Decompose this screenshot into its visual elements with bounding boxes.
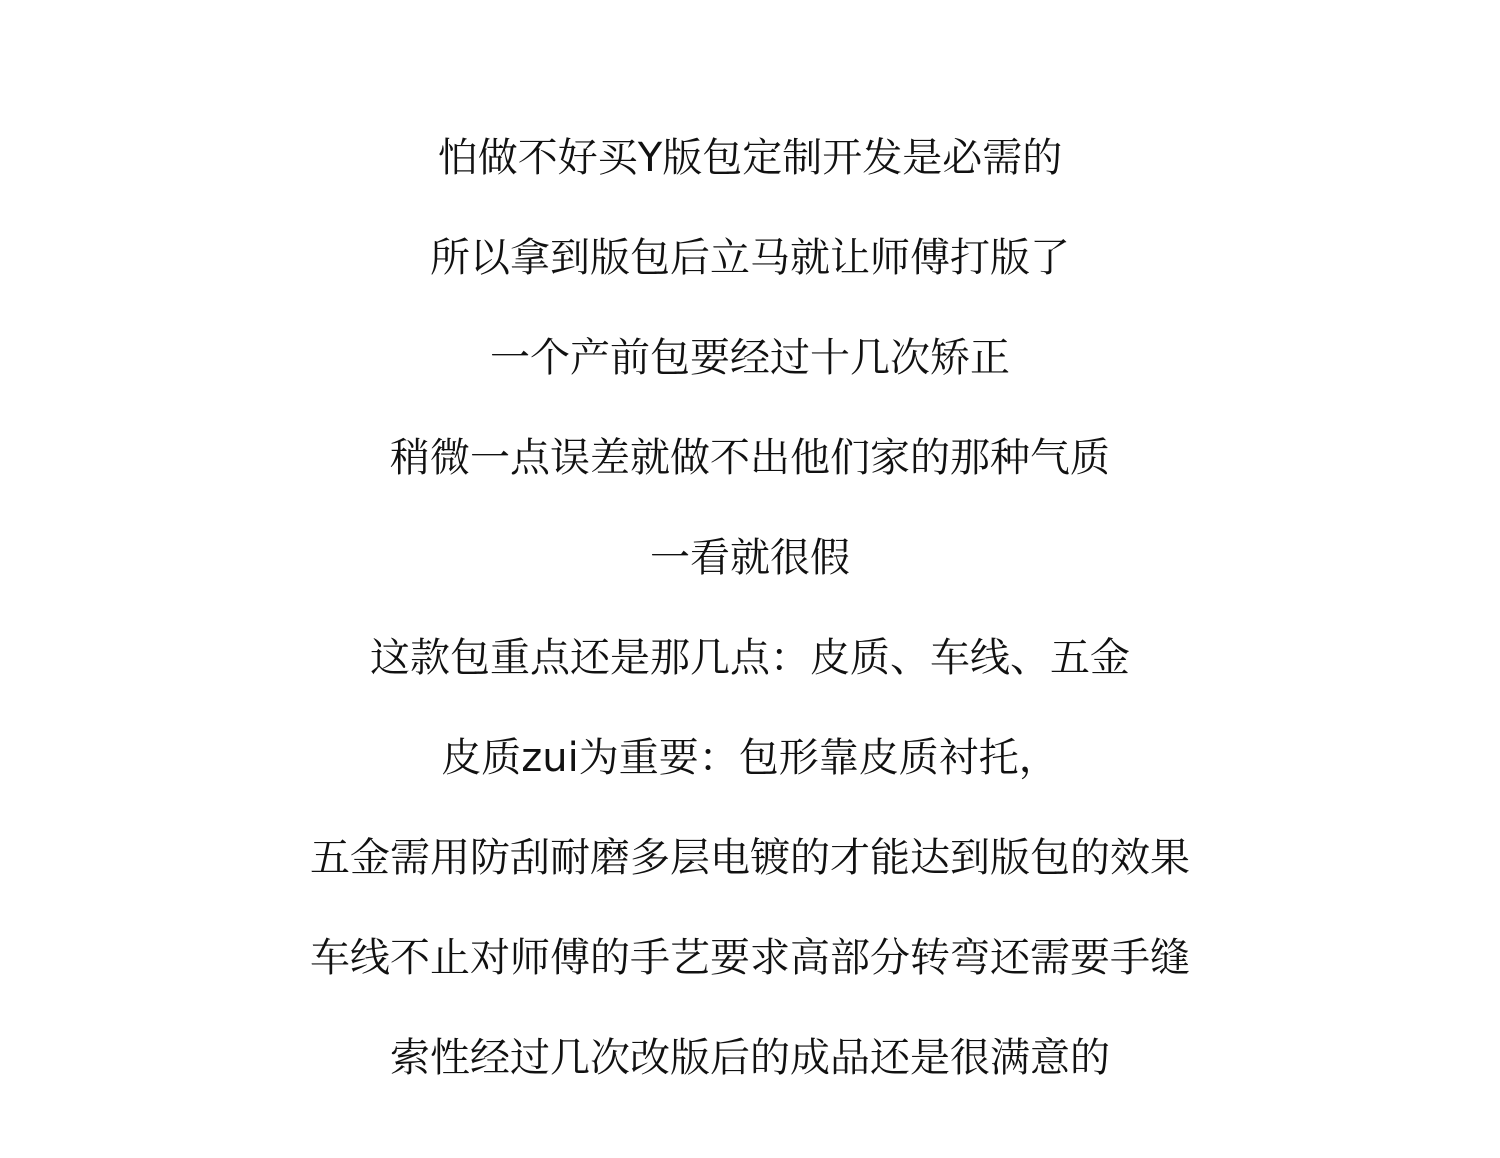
text-line: 车线不止对师傅的手艺要求高部分转弯还需要手缝 — [310, 935, 1190, 981]
text-line: 一看就很假 — [650, 535, 850, 581]
text-line: 怕做不好买Y版包定制开发是必需的 — [437, 135, 1063, 181]
text-line: 五金需用防刮耐磨多层电镀的才能达到版包的效果 — [310, 835, 1190, 881]
text-line: 索性经过几次改版后的成品还是很满意的 — [390, 1035, 1110, 1081]
text-line: 稍微一点误差就做不出他们家的那种气质 — [390, 435, 1110, 481]
description-text-block — [0, 108, 1500, 1108]
text-line: 一个产前包要经过十几次矫正 — [490, 335, 1010, 381]
text-line: 这款包重点还是那几点：皮质、车线、五金 — [370, 635, 1130, 681]
text-line: 所以拿到版包后立马就让师傅打版了 — [430, 235, 1070, 281]
text-line: 皮质zui为重要：包形靠皮质衬托， — [441, 735, 1059, 781]
